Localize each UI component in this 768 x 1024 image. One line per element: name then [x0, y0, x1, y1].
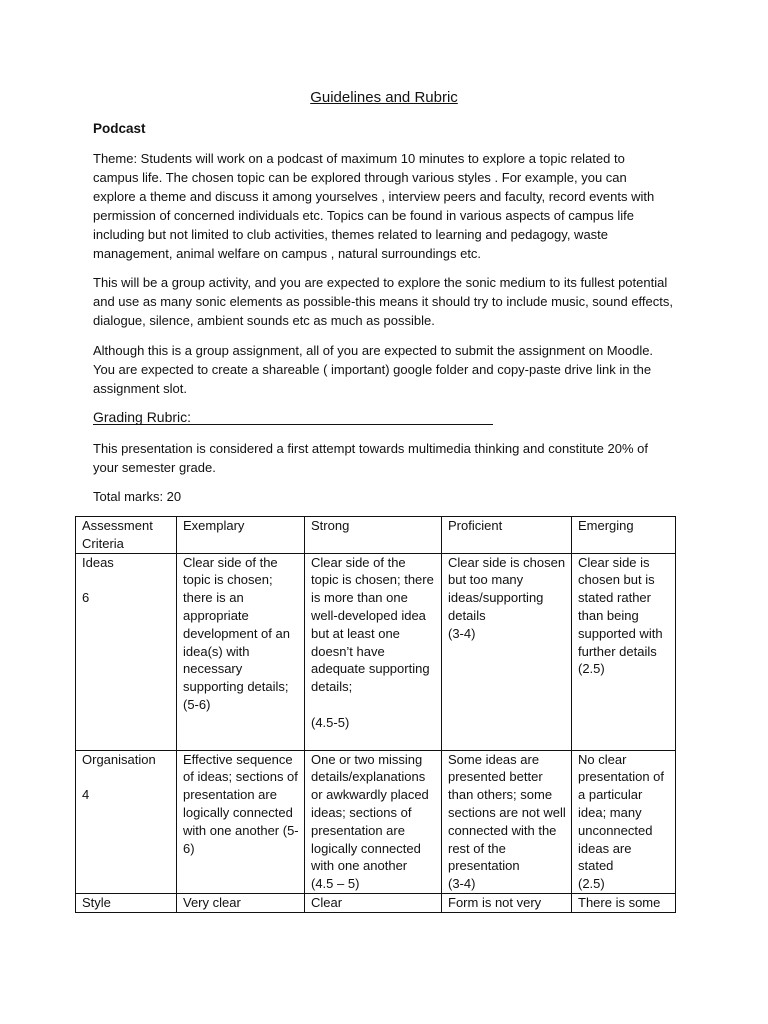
table-cell: Very clear — [177, 893, 305, 912]
group-activity-paragraph: This will be a group activity, and you are expected to explore the sonic medium to its fullest potential and use as many sonic elements as possible-this means it should try to include music, sound effects, dialogue, silence, ambient sounds etc as much as possible. — [93, 275, 673, 328]
rubric-heading-underline — [93, 424, 493, 425]
section-heading: Podcast — [93, 121, 146, 136]
table-cell: Clear side is chosen but is stated rather than being supported with further details (2.5) — [572, 553, 676, 750]
header-cell-strong: Strong — [305, 517, 442, 554]
rubric-heading-text: Grading Rubric: — [93, 409, 192, 425]
total-marks: Total marks: 20 — [93, 489, 182, 504]
table-cell: Ideas 6 — [76, 553, 177, 750]
table-cell: Style — [76, 893, 177, 912]
table-cell: Effective sequence of ideas; sections of presentation are logically connected with one another (5-6) — [177, 750, 305, 893]
table-cell: Clear — [305, 893, 442, 912]
presentation-note: This presentation is considered a first attempt towards multimedia thinking and constitute 20% of your semester grade. — [93, 441, 648, 475]
table-cell: Clear side is chosen but too many ideas/supporting details (3-4) — [442, 553, 572, 750]
header-cell-criteria: Assessment Criteria — [76, 517, 177, 554]
table-cell: Organisation 4 — [76, 750, 177, 893]
table-cell: One or two missing details/explanations or awkwardly placed ideas; sections of presentation are logically connected with one another (4.5 – 5) — [305, 750, 442, 893]
table-cell: No clear presentation of a particular idea; many unconnected ideas are stated (2.5) — [572, 750, 676, 893]
submission-paragraph: Although this is a group assignment, all of you are expected to submit the assignment on Moodle. You are expected to create a shareable ( important) google folder and copy-paste drive link in the assignment slot. — [93, 343, 654, 396]
table-cell: Clear side of the topic is chosen; there is more than one well-developed idea but at least one doesn’t have adequate supporting details; (4.5-5) — [305, 553, 442, 750]
table-cell: There is some — [572, 893, 676, 912]
table-cell: Some ideas are presented better than others; some sections are not well connected with the rest of the presentation (3-4) — [442, 750, 572, 893]
header-cell-proficient: Proficient — [442, 517, 572, 554]
rubric-table — [75, 516, 676, 913]
header-cell-exemplary: Exemplary — [177, 517, 305, 554]
table-row — [76, 553, 676, 750]
table-header-row — [76, 517, 676, 554]
table-cell: Form is not very — [442, 893, 572, 912]
theme-paragraph: Theme: Students will work on a podcast of maximum 10 minutes to explore a topic related to campus life. The chosen topic can be explored through various styles . For example, you can explore a theme and discuss it among yourselves , interview peers and faculty, record events with permission of concerned individuals etc. Topics can be found in various aspects of campus life including but not limited to club activities, themes related to learning and pedagogy, waste management, animal welfare on campus , natural surroundings etc. — [93, 151, 655, 261]
table-row — [76, 750, 676, 893]
table-row — [76, 893, 676, 912]
table-cell: Clear side of the topic is chosen; there is an appropriate development of an idea(s) with necessary supporting details; (5-6) — [177, 553, 305, 750]
page-title: Guidelines and Rubric — [310, 89, 458, 106]
header-cell-emerging: Emerging — [572, 517, 676, 554]
